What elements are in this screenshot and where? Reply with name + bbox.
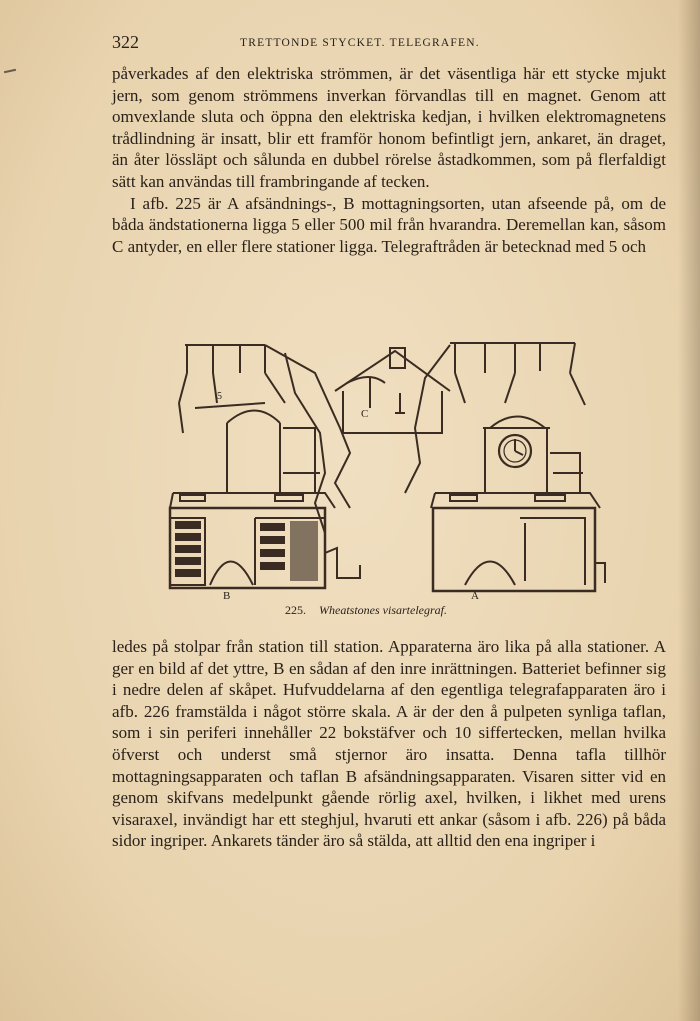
body-text-bottom <box>112 636 666 852</box>
margin-pencil-mark <box>4 69 16 73</box>
telegraph-engraving <box>165 333 610 603</box>
caption-number: 225. <box>285 603 306 617</box>
section-title: TRETTONDE STYCKET. TELEGRAFEN. <box>240 37 480 49</box>
wire-label-5: 5 <box>217 391 222 402</box>
paragraph: påverkades af den elektriska strömmen, är det väsentliga här ett stycke mjukt jern, som genom strömmens inverkan förvandlas till en magnet. Genom att omvexlande sluta och öppna den elektriska kedjan, i hvilken elektromagnetens trådlindning är insatt, blir ett framför honom befintligt jern, ankaret, än draget, än åter lössläpt och sålunda en dubbel rörelse åstadkommen, som på flerfaldigt sätt kan användas till frambringande af tecken. <box>112 64 666 191</box>
label-a: A <box>471 590 479 602</box>
label-b: B <box>223 590 231 602</box>
page-number: 322 <box>112 32 139 52</box>
label-c: C <box>361 408 369 420</box>
paragraph: ledes på stolpar från station till station. Apparaterna äro lika på alla stationer. A ger en bild af det yttre, B en sådan af den inre inrättningen. Batteriet befinner sig i nedre delen af skåpet. Hufvuddelarna af den egentliga telegrafapparaten äro i afb. 226 framstälda i något större skala. A är der den å pulpeten synliga taflan, som i sin periferi innehåller 22 bokstäfver och 10 siffertecken, mellan hvilka öfverst och underst små stjernor äro insatta. Denna tafla tillhör mottagningsapparaten och taflan B afsändningsapparaten. Visaren sitter vid en genom skifvans medelpunkt gående rörlig axel, hvilken, i likhet med urens visaraxel, invändigt har ett steghjul, hvaruti ett ankar (såsom i afb. 226) på båda sidor ingriper. Ankarets tänder äro så stälda, att alltid den ena ingriper i <box>112 637 666 851</box>
paragraph: I afb. 225 är A afsändnings-, B mottagningsorten, utan afseende på, om de båda ändstationerna ligga 5 eller 500 mil från hvarandra. Deremellan kan, såsom C antyder, en eller flere stationer ligga. Telegraftråden är betecknad med 5 och <box>112 193 666 256</box>
body-text-top <box>112 63 666 257</box>
page-edge-shadow <box>678 0 700 1021</box>
figure-caption <box>285 603 447 618</box>
telegraph-illustration <box>165 333 610 603</box>
caption-text: Wheatstones visartelegraf. <box>319 603 447 617</box>
running-head <box>112 32 672 56</box>
